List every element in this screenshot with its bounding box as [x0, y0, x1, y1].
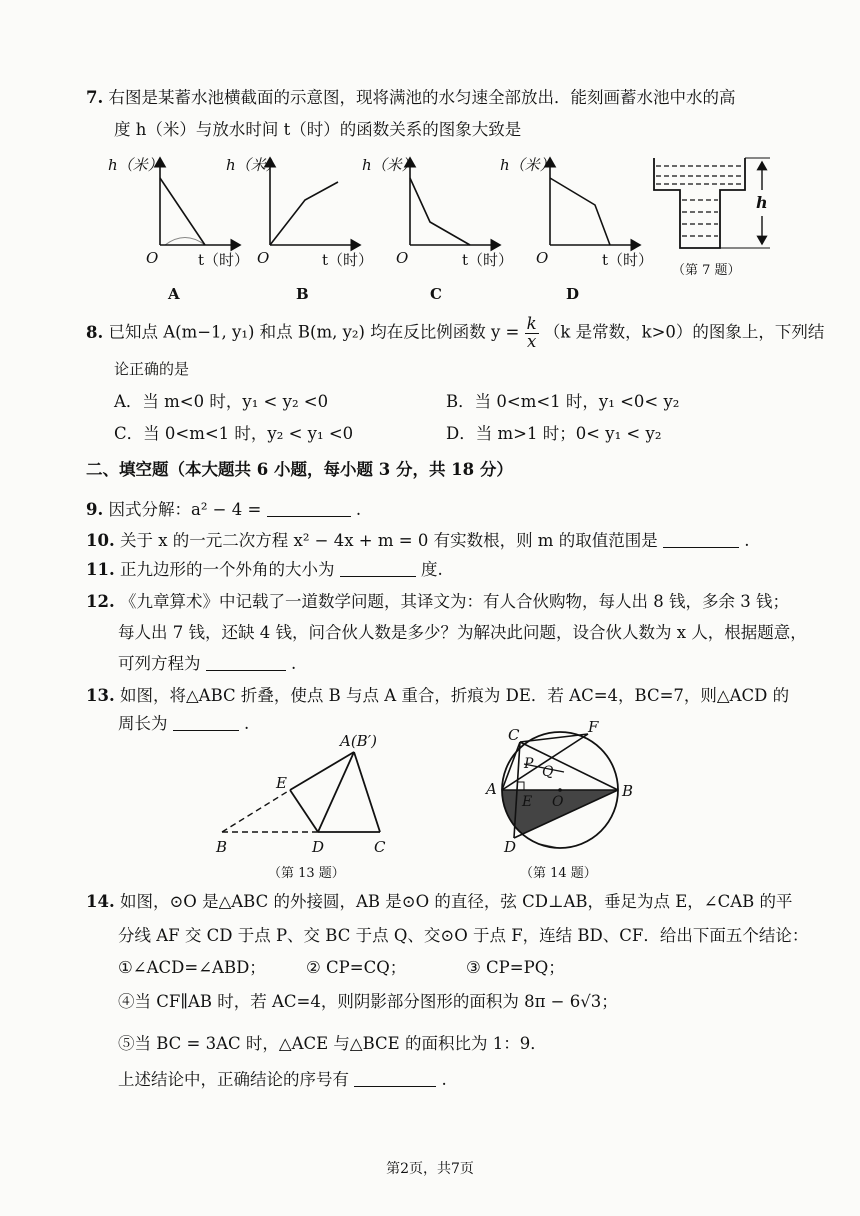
q7-option-a-label: A — [168, 285, 180, 303]
q8-text-1b: （k 是常数，k>0）的图象上，下列结 — [543, 322, 825, 342]
q7-option-c-label: C — [430, 285, 442, 303]
q10-answer-blank[interactable] — [663, 531, 739, 548]
q13-number: 13. — [86, 686, 115, 705]
q9-answer-blank[interactable] — [267, 500, 351, 517]
q9-number: 9. — [86, 500, 104, 519]
q14-label-o: O — [552, 794, 564, 810]
q14-line2: 分线 AF 交 CD 于点 P、交 BC 于点 Q、交⊙O 于点 F，连结 BD、CF．给出下面五个结论： — [118, 926, 809, 945]
q10-end: . — [744, 531, 750, 550]
q7-c-ylabel: h（米） — [362, 156, 417, 174]
q14-conclusion-4: ④当 CF∥AB 时，若 AC=4，则阴影部分图形的面积为 8π − 6√3； — [118, 992, 618, 1011]
q7-text-1: 右图是某蓄水池横截面的示意图，现将满池的水匀速全部放出．能刻画蓄水池中水的高 — [108, 88, 736, 107]
q13-caption: （第 13 题） — [268, 866, 345, 881]
q10-number: 10. — [86, 531, 115, 550]
q14-caption: （第 14 题） — [520, 866, 597, 881]
q13-line1 — [86, 682, 789, 706]
q8-text-1a: 已知点 A(m−1, y₁) 和点 B(m, y₂) 均在反比例函数 y = — [108, 322, 520, 342]
q7-d-ylabel: h（米） — [500, 156, 555, 174]
q11-end: 度. — [420, 560, 443, 579]
page-footer: 第2页，共7页 — [386, 1161, 474, 1177]
q14-line1 — [86, 888, 793, 912]
q14-conclusion-5: ⑤当 BC = 3AC 时，△ACE 与△BCE 的面积比为 1：9． — [118, 1034, 547, 1053]
q7-text-2: 度 h（米）与放水时间 t（时）的函数关系的图象大致是 — [114, 120, 522, 139]
section-2-title: 二、填空题（本大题共 6 小题，每小题 3 分，共 18 分） — [86, 460, 513, 479]
q12-text-3: 可列方程为 — [118, 654, 201, 673]
q13-label-d: D — [312, 838, 325, 856]
q8-text-2: 论正确的是 — [114, 360, 190, 378]
q7-d-origin: O — [536, 249, 549, 267]
q7-c-xlabel: t（时） — [462, 251, 514, 269]
q10-text: 关于 x 的一元二次方程 x² − 4x + m = 0 有实数根，则 m 的取值范围是 — [119, 531, 658, 550]
q12-answer-blank[interactable] — [206, 654, 286, 671]
q8-option-d: D．当 m>1 时；0< y₁ < y₂ — [446, 424, 662, 443]
q7-b-ylabel: h（米） — [226, 156, 281, 174]
q8-option-b: B．当 0<m<1 时，y₁ <0< y₂ — [446, 392, 680, 411]
q12-number: 12. — [86, 592, 115, 611]
q14-last-line — [118, 1066, 447, 1090]
q12-text-1: 《九章算术》中记载了一道数学问题，其译文为：有人合伙购物，每人出 8 钱，多余 3 钱； — [119, 592, 789, 611]
q8-line2 — [114, 358, 189, 379]
q7-figure-caption: （第 7 题） — [672, 263, 741, 278]
q11-answer-blank[interactable] — [340, 560, 416, 577]
q8-option-a: A．当 m<0 时，y₁ < y₂ <0 — [114, 392, 329, 411]
q8-number: 8. — [86, 322, 104, 342]
q7-b-origin: O — [257, 249, 270, 267]
q7-c-curve — [410, 178, 470, 245]
q7-reservoir-figure — [654, 158, 770, 278]
q7-a-curve — [160, 178, 205, 245]
q9-end: . — [355, 500, 362, 519]
q12-end: . — [291, 654, 297, 673]
q8-frac-top: k — [526, 314, 537, 333]
q11-line — [86, 556, 443, 580]
q14-end: . — [441, 1070, 447, 1089]
q13-label-c: C — [374, 838, 386, 856]
q14-label-b: B — [622, 782, 634, 800]
q7-a-origin: O — [146, 249, 159, 267]
q7-figure-h-label: h — [756, 193, 768, 212]
q13-label-e: E — [276, 774, 287, 792]
q11-number: 11. — [86, 560, 115, 579]
q13-text-2: 周长为 — [118, 714, 168, 733]
q13-end: . — [244, 714, 250, 733]
q13-label-a: A(B′) — [340, 732, 377, 750]
q8-fraction — [525, 316, 539, 350]
q12-line2: 每人出 7 钱，还缺 4 钱，问合伙人数是多少？为解决此问题，设合伙人数为 x 人，根据题意， — [118, 623, 807, 642]
q14-conclusion-3: ③ CP=PQ； — [466, 958, 565, 977]
q8-frac-bottom: x — [526, 331, 537, 351]
q13-text-1: 如图，将△ABC 折叠，使点 B 与点 A 重合，折痕为 DE．若 AC=4，BC=7，则△ACD 的 — [119, 686, 790, 705]
q7-d-xlabel: t（时） — [602, 251, 654, 269]
q7-option-b-label: B — [296, 285, 309, 303]
q7-graph-d — [500, 156, 653, 269]
q7-option-d-label: D — [566, 285, 580, 303]
q14-conclusion-1: ①∠ACD=∠ABD； — [118, 958, 266, 977]
q8-line1 — [86, 316, 824, 350]
q14-label-d: D — [504, 838, 517, 856]
q7-a-ylabel: h（米） — [108, 156, 163, 174]
q9-text: 因式分解：a² − 4 = — [108, 500, 262, 519]
q7-number: 7. — [86, 88, 104, 107]
q14-label-f: F — [588, 720, 599, 736]
q14-conclusion-2: ② CP=CQ； — [306, 958, 407, 977]
q13-label-b: B — [216, 838, 228, 856]
q7-d-curve — [550, 178, 610, 245]
q7-b-xlabel: t（时） — [322, 251, 374, 269]
q9-line — [86, 496, 361, 520]
q7-a-xlabel: t（时） — [198, 251, 250, 269]
q7-line1 — [86, 84, 735, 108]
q7-line2 — [114, 116, 521, 140]
q14-label-q: Q — [542, 764, 554, 780]
q12-line3 — [118, 650, 296, 674]
q12-line1 — [86, 588, 789, 612]
q14-label-c: C — [508, 726, 520, 744]
q14-figure — [484, 720, 654, 860]
q7-graph-c — [362, 156, 513, 269]
q11-text: 正九边形的一个外角的大小为 — [119, 560, 335, 579]
q14-label-p: P — [524, 756, 534, 772]
q10-line — [86, 527, 749, 551]
q8-option-c: C．当 0<m<1 时，y₂ < y₁ <0 — [114, 424, 354, 443]
q14-label-a: A — [486, 780, 497, 798]
q7-b-curve — [270, 182, 338, 245]
q14-text-1: 如图，⊙O 是△ABC 的外接圆，AB 是⊙O 的直径，弦 CD⊥AB，垂足为点 E，∠CAB 的平 — [119, 892, 793, 911]
q14-number: 14. — [86, 892, 115, 911]
q7-c-origin: O — [396, 249, 409, 267]
q13-figure — [210, 728, 410, 868]
q14-answer-blank[interactable] — [354, 1070, 436, 1087]
q14-text-last: 上述结论中，正确结论的序号有 — [118, 1070, 349, 1089]
q14-label-e: E — [522, 794, 533, 810]
